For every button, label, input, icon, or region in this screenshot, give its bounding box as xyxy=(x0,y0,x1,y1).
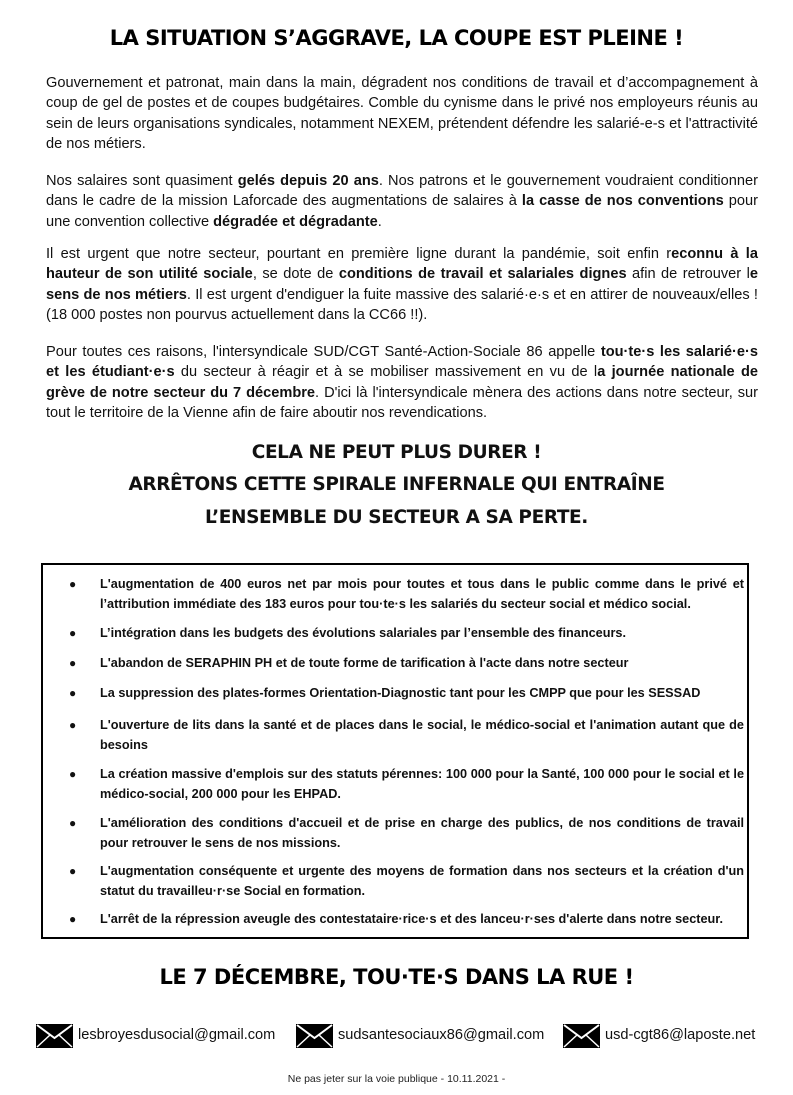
bullet-icon: ● xyxy=(69,718,77,732)
email-link[interactable]: sudsantesociaux86@gmail.com xyxy=(338,1027,545,1043)
page-title: LA SITUATION S’AGGRAVE, LA COUPE EST PLEINE ! xyxy=(109,26,684,50)
slogan-line-1: CELA NE PEUT PLUS DURER ! xyxy=(251,442,542,463)
demand-text: L'augmentation conséquente et urgente des moyens de formation dans nos secteurs et la création d'un statut du travailleu·r·se Social en formation. xyxy=(100,864,744,899)
bullet-icon: ● xyxy=(69,816,77,830)
demand-text: L'abandon de SERAPHIN PH et de toute forme de tarification à l'acte dans notre secteur xyxy=(100,656,629,670)
demand-text: L'arrêt de la répression aveugle des contestataire·rice·s et des lanceu·r·ses d'alerte dans notre secteur. xyxy=(100,912,724,926)
paragraph-salaries: Nos salaires sont quasiment gelés depuis 20 ans. Nos patrons et le gouvernement voudraient conditionner dans le cadre de la mission Laforcade des augmentations de salaires à la casse de nos conventions pour une convention collective dégradée et dégradante. xyxy=(46,173,759,230)
footer-note: Ne pas jeter sur la voie publique - 10.11.2021 - xyxy=(287,1073,506,1085)
demand-text: L'augmentation de 400 euros net par mois pour toutes et tous dans le public comme dans le privé et l’attribution immédiate des 183 euros pour tou·te·s les salariés du secteur social et médico social. xyxy=(100,577,744,612)
demand-text: L'amélioration des conditions d'accueil et de prise en charge des publics, de nos conditions de travail pour retrouver le sens de nos missions. xyxy=(100,816,744,851)
final-slogan: LE 7 DÉCEMBRE, TOU·TE·S DANS LA RUE ! xyxy=(159,965,634,989)
bullet-icon: ● xyxy=(69,864,77,878)
demand-text: L'ouverture de lits dans la santé et de places dans le social, le médico-social et l'animation autant que de besoins xyxy=(100,718,744,753)
slogan-line-3: L’ENSEMBLE DU SECTEUR A SA PERTE. xyxy=(205,507,588,528)
paragraph-intro: Gouvernement et patronat, main dans la main, dégradent nos conditions de travail et d’accompagnement à coup de gel de postes et de coupes budgétaires. Comble du cynisme dans le privé nos employeurs réunis au sein de leurs organisations syndicales, notamment NEXEM, prétendent défendre les salarié-e-s et l'attractivité de nos métiers. xyxy=(46,75,758,152)
paragraph-urgency: Il est urgent que notre secteur, pourtant en première ligne durant la pandémie, soit enfin reconnu à la hauteur de son utilité sociale, se dote de conditions de travail et salariales dignes afin de retrouver le sens de nos métiers. Il est urgent d'endiguer la fuite massive des salarié·e·s et en attirer de nouveaux/elles ! (18 000 postes non pourvus actuellement dans la CC66 !!). xyxy=(46,246,758,323)
demand-text: La suppression des plates-formes Orientation-Diagnostic tant pour les CMPP que pour les SESSAD xyxy=(100,686,701,700)
email-link[interactable]: usd-cgt86@laposte.net xyxy=(605,1027,756,1043)
bullet-icon: ● xyxy=(69,912,77,926)
bullet-icon: ● xyxy=(69,767,77,781)
bullet-icon: ● xyxy=(69,626,77,640)
bullet-icon: ● xyxy=(69,656,77,670)
slogan-line-2: ARRÊTONS CETTE SPIRALE INFERNALE QUI ENTRAÎNE xyxy=(128,474,665,495)
envelope-icon xyxy=(296,1024,333,1048)
bullet-icon: ● xyxy=(69,686,77,700)
demand-text: La création massive d'emplois sur des statuts pérennes: 100 000 pour la Santé, 100 000 pour le social et le médico-social, 200 000 pour les EHPAD. xyxy=(100,767,744,802)
demand-text: L’intégration dans les budgets des évolutions salariales par l’ensemble des financeurs. xyxy=(100,626,626,640)
envelope-icon xyxy=(36,1024,73,1048)
envelope-icon xyxy=(563,1024,600,1048)
demands-box xyxy=(41,563,749,939)
bullet-icon: ● xyxy=(69,577,77,591)
paragraph-call-to-action: Pour toutes ces raisons, l'intersyndicale SUD/CGT Santé-Action-Sociale 86 appelle tou·te·s les salarié·e·s et les étudiant·e·s du secteur à réagir et à se mobiliser massivement en vu de la journée nationale de grève de notre secteur du 7 décembre. D'ici là l'intersyndicale mènera des actions dans notre secteur, sur tout le territoire de la Vienne afin de faire aboutir nos revendications. xyxy=(46,344,759,421)
email-link[interactable]: lesbroyesdusocial@gmail.com xyxy=(78,1027,276,1043)
